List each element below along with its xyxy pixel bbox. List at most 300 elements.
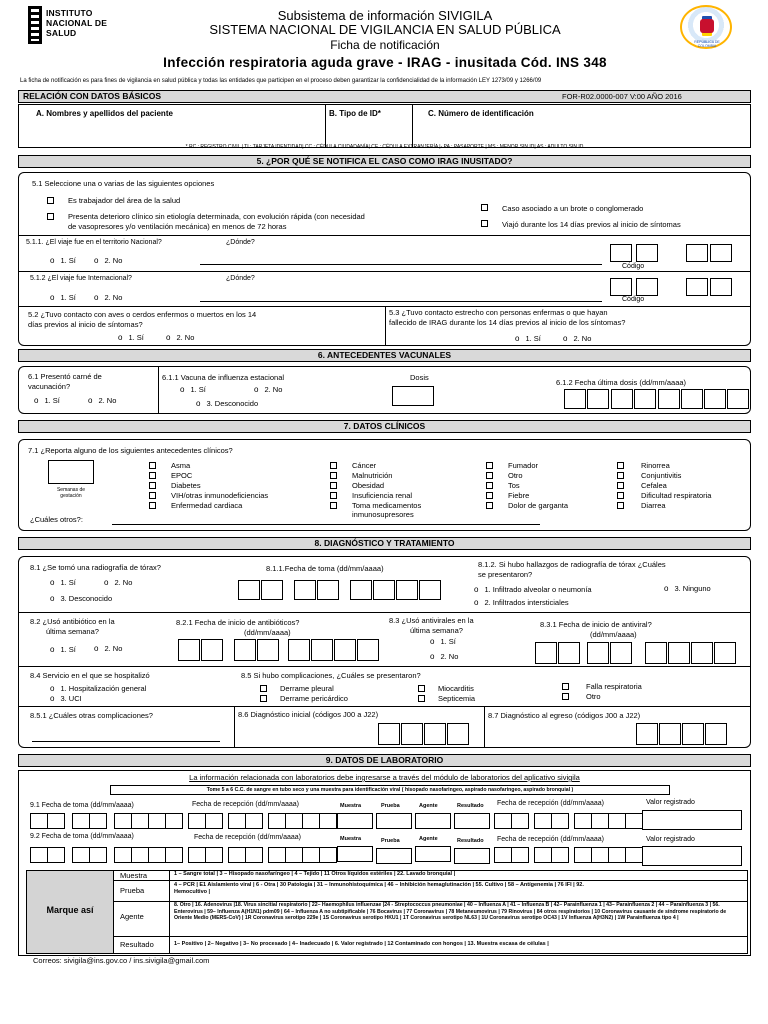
- patient-name-label: A. Nombres y apellidos del paciente: [36, 109, 173, 118]
- q53-yes[interactable]: o 1. Sí: [515, 334, 541, 343]
- date-cell[interactable]: [610, 642, 632, 664]
- comp-pleural: Derrame pleural: [280, 684, 334, 693]
- date-cell[interactable]: [574, 847, 592, 863]
- q84-label: 8.4 Servicio en el que se hospitalizó: [30, 671, 150, 680]
- date-cell[interactable]: [257, 639, 279, 661]
- date-cell[interactable]: [148, 847, 166, 863]
- cond-diarrhea: Diarrea: [641, 501, 666, 510]
- date-cell[interactable]: [311, 639, 333, 661]
- date-cell[interactable]: [625, 847, 643, 863]
- q611-unknown[interactable]: o 3. Desconocido: [196, 399, 258, 408]
- id-type-legend: * RC : REGISTRO CIVIL | TI : TARJETA IDENTIDAD| CC : CÉDULA CIUDADANÍA| CE : CÉDULA EXTRANJERÍA |- PA : PASAPORTE | MS : MENOR SIN ID| AS : ADULTO SIN ID: [185, 144, 584, 150]
- legend-value-test: 4 – PCR | E1 Aislamiento viral | 6 - Otra | 30 Patología | 31 – Inmunohistoquímica | 46 – Inhibición hemaglutinación | 55. Cultivo | 58 – Antígenemia | 76 IFI | 92. Hemocultivo |: [174, 882, 584, 895]
- lab2-agent-input[interactable]: [415, 846, 451, 862]
- checkbox-diarrhea[interactable]: [617, 502, 624, 509]
- dose-input[interactable]: [392, 386, 434, 406]
- checkbox-other[interactable]: [486, 472, 493, 479]
- section-8-title: 8. DIAGNÓSTICO Y TRATAMIENTO: [314, 538, 455, 548]
- lab1-test-input[interactable]: [376, 813, 412, 829]
- date-cell[interactable]: [188, 813, 206, 829]
- date-cell[interactable]: [396, 580, 418, 600]
- checkbox-asma[interactable]: [149, 462, 156, 469]
- q85-label: 8.5 Si hubo complicaciones, ¿Cuáles se presentaron?: [241, 671, 421, 680]
- lab-module-note: La información relacionada con laboratorios debe ingresarse a través del módulo de laboratorios del aplicativo sivigila: [189, 773, 580, 782]
- q61-no[interactable]: o 2. No: [88, 396, 116, 405]
- q512-yes[interactable]: o 1. Sí: [50, 293, 76, 302]
- date-cell[interactable]: [148, 813, 166, 829]
- section-5-bar: [18, 155, 751, 168]
- cond-rhinorrhea: Rinorrea: [641, 461, 670, 470]
- legend-key-test: Prueba: [120, 886, 145, 895]
- cond-malnutrition: Malnutrición: [352, 471, 393, 480]
- cond-sore-throat: Dolor de garganta: [508, 501, 569, 510]
- q82-no[interactable]: o 2. No: [94, 644, 122, 653]
- section-8-bar: [18, 537, 751, 550]
- service-uci[interactable]: o 3. UCI: [50, 694, 82, 703]
- gestation-weeks-input[interactable]: [48, 460, 94, 484]
- cond-other: Otro: [508, 471, 523, 480]
- date-cell[interactable]: [334, 639, 356, 661]
- q83-label-2: última semana?: [410, 626, 463, 635]
- checkbox-epoc[interactable]: [149, 472, 156, 479]
- q61-label-1: 6.1 Presentó carné de: [28, 372, 102, 381]
- q83-no[interactable]: o 2. No: [430, 652, 458, 661]
- cond-smoker: Fumador: [508, 461, 539, 470]
- checkbox-fever[interactable]: [486, 492, 493, 499]
- q51-label: 5.1 Seleccione una o varias de las siguientes opciones: [32, 179, 215, 188]
- divider: [158, 366, 159, 414]
- q81-unknown[interactable]: o 3. Desconocido: [50, 594, 112, 603]
- date-cell[interactable]: [357, 639, 379, 661]
- f92-label: 9.2 Fecha de toma (dd/mm/aaaa): [30, 833, 134, 840]
- code-cell[interactable]: [705, 723, 727, 745]
- checkbox-dyspnea[interactable]: [617, 492, 624, 499]
- divider: [18, 271, 751, 272]
- code-cell[interactable]: [447, 723, 469, 745]
- date-cell[interactable]: [534, 847, 552, 863]
- cond-diabetes: Diabetes: [171, 481, 201, 490]
- q511-code-cell[interactable]: [710, 244, 732, 262]
- cond-asma: Asma: [171, 461, 191, 470]
- q511-code-cell[interactable]: [686, 244, 708, 262]
- date-cell[interactable]: [511, 813, 529, 829]
- divider: [18, 706, 751, 707]
- code-cell[interactable]: [636, 723, 658, 745]
- date-cell[interactable]: [494, 813, 512, 829]
- ins-logo: [28, 6, 110, 44]
- gestation-weeks-label: Semanas de gestación: [56, 487, 86, 499]
- divider: [484, 706, 485, 748]
- date-cell[interactable]: [317, 580, 339, 600]
- divider: [18, 612, 751, 613]
- seal-text: REPÚBLICA DE COLOMBIA: [694, 40, 720, 48]
- q512-code-cell[interactable]: [710, 278, 732, 296]
- cond-cardiac: Enfermedad cardiaca: [171, 501, 243, 510]
- date-cell[interactable]: [558, 642, 580, 664]
- date-cell[interactable]: [165, 847, 183, 863]
- q511-code-cell[interactable]: [636, 244, 658, 262]
- checkbox-outbreak[interactable]: [481, 204, 488, 211]
- date-cell[interactable]: [245, 847, 263, 863]
- patient-name-input[interactable]: [36, 122, 318, 144]
- date-cell[interactable]: [285, 847, 303, 863]
- q812-label-2: se presentaron?: [478, 570, 533, 579]
- divider: [325, 104, 326, 148]
- date-cell[interactable]: [591, 847, 609, 863]
- legend-key-agent: Agente: [120, 912, 144, 921]
- xray-interstitial[interactable]: o 2. Infiltrados intersticiales: [474, 598, 569, 607]
- comp-septicemia: Septicemia: [438, 694, 476, 703]
- agente-label-2: Agente: [419, 836, 438, 842]
- date-cell[interactable]: [234, 639, 256, 661]
- q82-label-2: última semana?: [46, 627, 99, 636]
- date-cell[interactable]: [30, 813, 48, 829]
- date-cell[interactable]: [319, 813, 337, 829]
- lab1-result-input[interactable]: [454, 813, 490, 829]
- other-complications-input[interactable]: [32, 741, 220, 742]
- q611-label: 6.1.1 Vacuna de influenza estacional: [162, 373, 285, 382]
- lab2-result-input[interactable]: [454, 848, 490, 864]
- opt-clinical-deterioration-2: de vasopresores y/o ventilación mecánica) en menos de 72 horas: [68, 222, 287, 231]
- date-cell[interactable]: [268, 813, 286, 829]
- form-code: FOR-R02.0000-007 V:00 AÑO 2016: [562, 92, 682, 101]
- logo-line-2: NACIONAL DE: [46, 18, 108, 28]
- header-system: SISTEMA NACIONAL DE VIGILANCIA EN SALUD PÚBLICA: [209, 22, 561, 37]
- section-9-title: 9. DATOS DE LABORATORIO: [325, 755, 444, 765]
- q81-yes[interactable]: o 1. Sí: [50, 578, 76, 587]
- date-cell[interactable]: [245, 813, 263, 829]
- date-cell[interactable]: [131, 813, 149, 829]
- q512-code-cell[interactable]: [686, 278, 708, 296]
- lab2-test-input[interactable]: [376, 848, 412, 864]
- q512-code-cell[interactable]: [610, 278, 632, 296]
- lab1-sample-input[interactable]: [337, 813, 373, 829]
- date-cell[interactable]: [238, 580, 260, 600]
- code-cell[interactable]: [401, 723, 423, 745]
- q53-label-1: 5.3 ¿Tuvo contacto estrecho con personas enfermas o que hayan: [389, 308, 608, 317]
- q511-yes[interactable]: o 1. Sí: [50, 256, 76, 265]
- q611-no[interactable]: o 2. No: [254, 385, 282, 394]
- section-9-bar: [18, 754, 751, 767]
- checkbox-diabetes[interactable]: [149, 482, 156, 489]
- checkbox-cardiac[interactable]: [149, 502, 156, 509]
- q61-label-2: vacunación?: [28, 382, 71, 391]
- date-cell[interactable]: [419, 580, 441, 600]
- opt-clinical-deterioration-1: Presenta deterioro clínico sin etiología determinada, con evolución rápida (con necesidad: [68, 212, 365, 221]
- date-cell[interactable]: [205, 813, 223, 829]
- code-cell[interactable]: [659, 723, 681, 745]
- checkbox-resp-failure[interactable]: [562, 683, 569, 690]
- lab2-sample-input[interactable]: [337, 846, 373, 862]
- comp-myocarditis: Miocarditis: [438, 684, 474, 693]
- date-cell[interactable]: [564, 389, 586, 409]
- date-cell[interactable]: [285, 813, 303, 829]
- service-general[interactable]: o 1. Hospitalización general: [50, 684, 146, 693]
- section-6-bar: [18, 349, 751, 362]
- date-cell[interactable]: [591, 813, 609, 829]
- date-cell[interactable]: [72, 847, 90, 863]
- date-cell[interactable]: [494, 847, 512, 863]
- prueba-label-2: Prueba: [381, 838, 400, 844]
- divider: [234, 706, 235, 748]
- q71-label: 7.1 ¿Reporta alguno de los siguientes antecedentes clínicos?: [28, 446, 233, 455]
- comp-resp-failure: Falla respiratoria: [586, 682, 642, 691]
- date-cell[interactable]: [714, 642, 736, 664]
- cond-immunosuppressants: Toma medicamentos inmunosupresores: [352, 501, 422, 519]
- divider: [18, 235, 751, 236]
- other-conditions-input[interactable]: [112, 524, 540, 525]
- q52-label-1: 5.2 ¿Tuvo contacto con aves o cerdos enfermos o muertos en los 14: [28, 310, 257, 319]
- q821-label-1: 8.2.1 Fecha de inicio de antibióticos?: [176, 618, 300, 627]
- q831-label-1: 8.3.1 Fecha de inicio de antiviral?: [540, 620, 652, 629]
- form-title: Infección respiratoria aguda grave - IRAG - inusitada Cód. INS 348: [163, 55, 607, 70]
- date-cell[interactable]: [587, 642, 609, 664]
- marque-asi-label: Marque así: [46, 905, 94, 915]
- checkbox-obesity[interactable]: [330, 482, 337, 489]
- cond-cancer: Cáncer: [352, 461, 377, 470]
- date-cell[interactable]: [302, 813, 320, 829]
- date-cell[interactable]: [178, 639, 200, 661]
- date-cell[interactable]: [228, 813, 246, 829]
- date-cell[interactable]: [625, 813, 643, 829]
- divider: [385, 306, 386, 346]
- comp-other: Otro: [586, 692, 601, 701]
- agente-label-1: Agente: [419, 803, 438, 809]
- date-cell[interactable]: [228, 847, 246, 863]
- date-cell[interactable]: [574, 813, 592, 829]
- q511-code-label: Código: [622, 263, 645, 270]
- checkbox-clinical-deterioration[interactable]: [47, 213, 54, 220]
- resultado-label-1: Resultado: [457, 803, 484, 809]
- basic-data-title: RELACIÓN CON DATOS BÁSICOS: [23, 91, 162, 101]
- checkbox-travel[interactable]: [481, 220, 488, 227]
- date-cell[interactable]: [634, 389, 656, 409]
- section-7-bar: [18, 420, 751, 433]
- recep-label-4: Fecha de recepción (dd/mm/aaaa): [497, 836, 604, 843]
- lab2-value-input[interactable]: [642, 846, 742, 866]
- q811-label: 8.1.1.Fecha de toma (dd/mm/aaaa): [266, 564, 384, 573]
- q612-label: 6.1.2 Fecha última dosis (dd/mm/aaaa): [556, 378, 687, 387]
- q512-code-label: Código: [622, 296, 645, 303]
- resultado-label-2: Resultado: [457, 838, 484, 844]
- ins-logo-mark: [28, 6, 42, 44]
- q821-label-2: (dd/mm/aaaa): [244, 628, 291, 637]
- checkbox-myocarditis[interactable]: [418, 685, 425, 692]
- section-5-title: 5. ¿POR QUÉ SE NOTIFICA EL CASO COMO IRAG INUSITADO?: [256, 156, 513, 166]
- checkbox-smoker[interactable]: [486, 462, 493, 469]
- id-type-input[interactable]: [329, 122, 409, 144]
- cond-dyspnea: Dificultad respiratoria: [641, 491, 712, 500]
- q511-where-input[interactable]: [200, 264, 602, 265]
- q511-label: 5.1.1. ¿El viaje fue en el territorio Nacional?: [26, 239, 162, 246]
- legend-value-sample: 1 – Sangre total | 3 – Hisopado nasofaríngeo | 4 – Tejido | 11 Otros líquidos estériles | 22. Lavado bronquial |: [174, 871, 456, 877]
- q512-no[interactable]: o 2. No: [94, 293, 122, 302]
- xray-none[interactable]: o 3. Ninguno: [664, 584, 711, 593]
- lab1-agent-input[interactable]: [415, 813, 451, 829]
- opt-outbreak: Caso asociado a un brote o conglomerado: [502, 204, 644, 213]
- q82-yes[interactable]: o 1. Sí: [50, 645, 76, 654]
- q83-label-1: 8.3 ¿Usó antivirales en la: [389, 616, 474, 625]
- checkbox-pleural[interactable]: [260, 685, 267, 692]
- date-cell[interactable]: [704, 389, 726, 409]
- muestra-label-2: Muestra: [340, 836, 362, 842]
- q82-label-1: 8.2 ¿Usó antibiótico en la: [30, 617, 115, 626]
- date-cell[interactable]: [89, 847, 107, 863]
- header-form-type: Ficha de notificación: [330, 38, 440, 52]
- date-cell[interactable]: [205, 847, 223, 863]
- q87-label: 8.7 Diagnóstico al egreso (códigos J00 a J22): [488, 711, 641, 720]
- divider: [412, 104, 413, 148]
- date-cell[interactable]: [511, 847, 529, 863]
- ins-logo-text: [46, 8, 107, 38]
- date-cell[interactable]: [611, 389, 633, 409]
- date-cell[interactable]: [72, 813, 90, 829]
- section-7-title: 7. DATOS CLÍNICOS: [343, 421, 426, 431]
- date-cell[interactable]: [131, 847, 149, 863]
- id-number-label: C. Número de identificación: [428, 109, 534, 118]
- date-cell[interactable]: [373, 580, 395, 600]
- legend-value-agent: 8. Otro | 16. Adenovirus |18. Virus sincitial respiratorio | 22– Haemophilus influenzae |24 - Streptococcus pneumoniae | 40 – Influenza A | 41 – Influenza B | 42– Parainfluenza 1 | 43– Parainfluenza 2 | 44 – Parainfluenza 3 | 56. Enterovirus | 59– Influenza A(H1N1) pdm09 | 64 – Influenza A no subtipificable | 76 Bocavirus | 77 Coronavirus | 78 Metaneumovirus | 79 Rinovirus | 84 otros respiratorios | 10 Coronavirus causante de síndrome respiratorio de Oriente Medio (MERS-CoV) | 1R Coronavirus serotipo 229e | 1S Coronavirus serotipo HKU1 | 1T Coronavirus serotipo NL63 | 1U Coronavirus serotipo OC43 | 1V Influenza A(H3N2) | 1W Parainfluenza tipo 4 |: [174, 902, 727, 921]
- checkbox-pericardial[interactable]: [260, 695, 267, 702]
- id-type-label: B. Tipo de ID*: [329, 109, 381, 118]
- q812-label-1: 8.1.2. Si hubo hallazgos de radiografía de tórax ¿Cuáles: [478, 560, 666, 569]
- valor-label-1: Valor registrado: [646, 799, 695, 806]
- date-cell[interactable]: [30, 847, 48, 863]
- q851-label: 8.5.1 ¿Cuáles otras complicaciones?: [30, 711, 153, 720]
- checkbox-comp-other[interactable]: [562, 693, 569, 700]
- date-cell[interactable]: [89, 813, 107, 829]
- checkbox-cancer[interactable]: [330, 462, 337, 469]
- prueba-label-1: Prueba: [381, 803, 400, 809]
- lab1-value-input[interactable]: [642, 810, 742, 830]
- cond-cough: Tos: [508, 481, 520, 490]
- checkbox-septicemia[interactable]: [418, 695, 425, 702]
- q81-label: 8.1 ¿Se tomó una radiografía de tórax?: [30, 563, 161, 572]
- date-cell[interactable]: [47, 813, 65, 829]
- q512-label: 5.1.2 ¿El viaje fue Internacional?: [30, 275, 132, 282]
- comp-pericardial: Derrame pericárdico: [280, 694, 348, 703]
- q611-yes[interactable]: o 1. Sí: [180, 385, 206, 394]
- q53-no[interactable]: o 2. No: [563, 334, 591, 343]
- date-cell[interactable]: [188, 847, 206, 863]
- xray-alveolar[interactable]: o 1. Infiltrado alveolar o neumonía: [474, 585, 592, 594]
- section-6-title: 6. ANTECEDENTES VACUNALES: [317, 350, 452, 360]
- q81-no[interactable]: o 2. No: [104, 578, 132, 587]
- date-cell[interactable]: [268, 847, 286, 863]
- legend-value-result: 1– Positivo | 2– Negativo | 3– No procesado | 4– Inadecuado | 6. Valor registrado | 12 Contaminado con hongos | 13. Muestra escasa de células |: [174, 941, 549, 947]
- date-cell[interactable]: [47, 847, 65, 863]
- opt-travel: Viajó durante los 14 días previos al inicio de síntomas: [502, 220, 681, 229]
- q52-yes[interactable]: o 1. Sí: [118, 333, 144, 342]
- cond-renal: Insuficiencia renal: [352, 491, 413, 500]
- opt-health-worker: Es trabajador del área de la salud: [68, 196, 181, 205]
- cond-epoc: EPOC: [171, 471, 193, 480]
- q511-code-cell[interactable]: [610, 244, 632, 262]
- logo-line-1: INSTITUTO: [46, 8, 93, 18]
- date-cell[interactable]: [288, 639, 310, 661]
- recep-label-2: Fecha de recepción (dd/mm/aaaa): [497, 800, 604, 807]
- date-cell[interactable]: [645, 642, 667, 664]
- date-cell[interactable]: [681, 389, 703, 409]
- date-cell[interactable]: [587, 389, 609, 409]
- dose-label: Dosis: [410, 373, 429, 382]
- q61-yes[interactable]: o 1. Sí: [34, 396, 60, 405]
- checkbox-conjunctivitis[interactable]: [617, 472, 624, 479]
- checkbox-malnutrition[interactable]: [330, 472, 337, 479]
- q53-label-2: fallecido de IRAG durante los 14 días previos al inicio de los síntomas?: [389, 318, 626, 327]
- q511-no[interactable]: o 2. No: [94, 256, 122, 265]
- cond-headache: Cefalea: [641, 481, 667, 490]
- date-cell[interactable]: [534, 813, 552, 829]
- q512-code-cell[interactable]: [636, 278, 658, 296]
- checkbox-headache[interactable]: [617, 482, 624, 489]
- checkbox-renal[interactable]: [330, 492, 337, 499]
- date-cell[interactable]: [551, 847, 569, 863]
- date-cell[interactable]: [114, 847, 132, 863]
- date-cell[interactable]: [201, 639, 223, 661]
- q512-where-input[interactable]: [200, 301, 602, 302]
- date-cell[interactable]: [668, 642, 690, 664]
- q86-label: 8.6 Diagnóstico inicial (códigos J00 a J22): [238, 710, 379, 719]
- legend-key-result: Resultado: [120, 940, 154, 949]
- contact-emails: Correos: sivigila@ins.gov.co / ins.sivigila@gmail.com: [33, 956, 210, 965]
- divider: [18, 666, 751, 667]
- checkbox-rhinorrhea[interactable]: [617, 462, 624, 469]
- q511-where-label: ¿Dónde?: [226, 239, 255, 246]
- date-cell[interactable]: [658, 389, 680, 409]
- date-cell[interactable]: [551, 813, 569, 829]
- date-cell[interactable]: [302, 847, 320, 863]
- header-subsystem: Subsistema de información SIVIGILA: [277, 8, 493, 23]
- confidentiality-note: La ficha de notificación es para fines de vigilancia en salud pública y todas las entidades que participen en el proceso deben garantizar la confidencialidad de la información LEY 1273/09 y 1266/09: [20, 78, 542, 84]
- checkbox-cough[interactable]: [486, 482, 493, 489]
- muestra-label-1: Muestra: [340, 803, 362, 809]
- marque-asi-cell: [26, 870, 114, 954]
- cond-fever: Fiebre: [508, 491, 530, 500]
- q512-where-label: ¿Dónde?: [226, 275, 255, 282]
- q83-yes[interactable]: o 1. Sí: [430, 637, 456, 646]
- date-cell[interactable]: [114, 813, 132, 829]
- q52-label-2: días previos al inicio de síntomas?: [28, 320, 143, 329]
- checkbox-immunosuppressants[interactable]: [330, 502, 337, 509]
- code-cell[interactable]: [424, 723, 446, 745]
- checkbox-sore-throat[interactable]: [486, 502, 493, 509]
- date-cell[interactable]: [350, 580, 372, 600]
- logo-line-3: SALUD: [46, 28, 77, 38]
- date-cell[interactable]: [165, 813, 183, 829]
- cond-conjunctivitis: Conjuntivitis: [641, 471, 682, 480]
- id-number-input[interactable]: [428, 122, 746, 144]
- checkbox-vih[interactable]: [149, 492, 156, 499]
- date-cell[interactable]: [691, 642, 713, 664]
- date-cell[interactable]: [727, 389, 749, 409]
- date-cell[interactable]: [608, 847, 626, 863]
- date-cell[interactable]: [294, 580, 316, 600]
- date-cell[interactable]: [319, 847, 337, 863]
- checkbox-health-worker[interactable]: [47, 197, 54, 204]
- code-cell[interactable]: [378, 723, 400, 745]
- f91-label: 9.1 Fecha de toma (dd/mm/aaaa): [30, 802, 134, 809]
- sample-instructions: Tome 5 a 6 C.C. de sangre en tubo seco y una muestra para identificación viral ( hisopado nasofaringeo, aspirado nasofaringeo, aspirado bronquial ): [110, 785, 670, 795]
- other-conditions-label: ¿Cuáles otros?:: [30, 515, 83, 524]
- valor-label-2: Valor registrado: [646, 836, 695, 843]
- q52-no[interactable]: o 2. No: [166, 333, 194, 342]
- date-cell[interactable]: [261, 580, 283, 600]
- date-cell[interactable]: [535, 642, 557, 664]
- date-cell[interactable]: [608, 813, 626, 829]
- q831-label-2: (dd/mm/aaaa): [590, 630, 637, 639]
- code-cell[interactable]: [682, 723, 704, 745]
